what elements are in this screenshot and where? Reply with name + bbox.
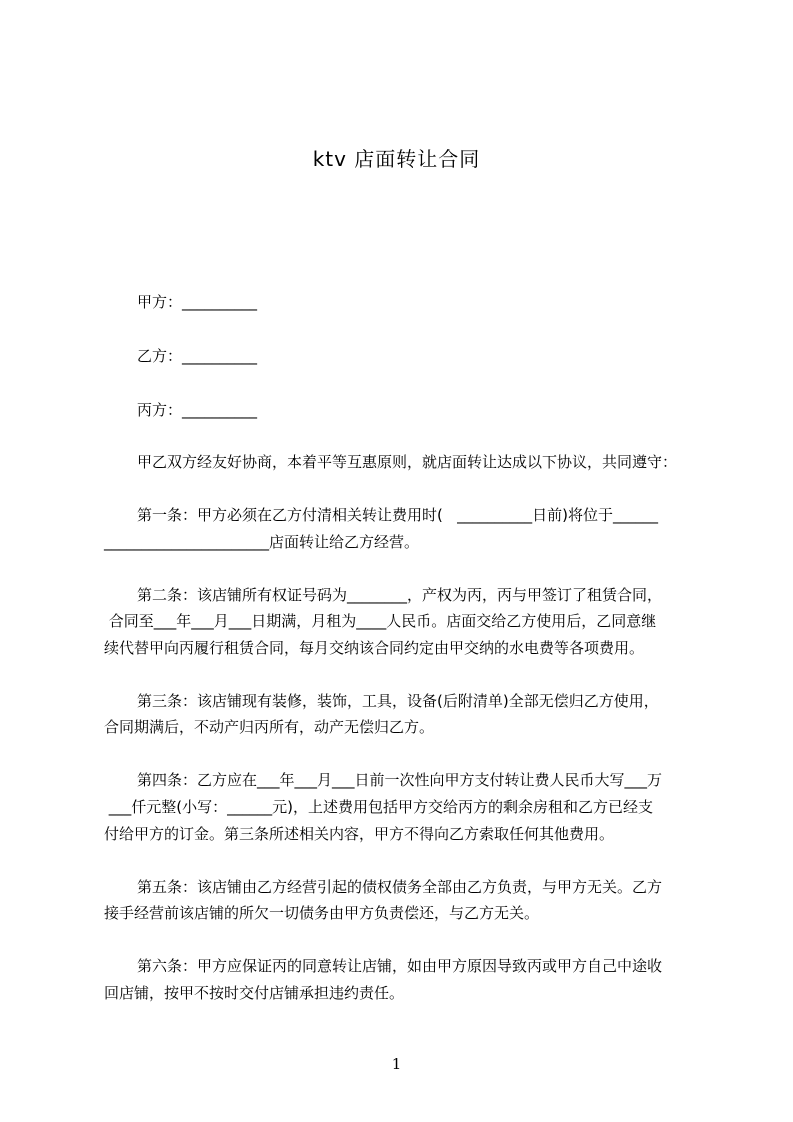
article-3-line-2: 合同期满后，不动产归丙所有，动产无偿归乙方。 [104, 718, 435, 736]
article-3-line-1: 第三条：该店铺现有装修，装饰，工具，设备(后附清单)全部无偿归乙方使用， [137, 692, 659, 710]
article-2-line-3: 续代替甲向丙履行租赁合同，每月交纳该合同约定由甲交纳的水电费等各项费用。 [104, 639, 645, 657]
page-number: 1 [391, 1055, 402, 1073]
article-4-line-3: 付给甲方的订金。第三条所述相关内容，甲方不得向乙方索取任何其他费用。 [104, 825, 615, 843]
party-a-line: 甲方：__________ [137, 293, 258, 311]
article-1-line-1: 第一条：甲方必须在乙方付清相关转让费用时( __________日前)将位于______ [137, 506, 659, 524]
article-4-line-1: 第四条：乙方应在___年___月___日前一次性向甲方支付转让费人民币大写___万 [137, 771, 663, 789]
intro-paragraph: 甲乙双方经友好协商，本着平等互惠原则，就店面转让达成以下协议，共同遵守： [137, 453, 678, 471]
article-5-line-2: 接手经营前该店铺的所欠一切债务由甲方负责偿还，与乙方无关。 [104, 904, 540, 922]
party-b-line: 乙方：__________ [137, 347, 258, 365]
article-1-line-2: ______________________店面转让给乙方经营。 [104, 533, 420, 551]
article-6-line-2: 回店铺，按甲不按时交付店铺承担违约责任。 [104, 984, 405, 1002]
article-2-line-1: 第二条：该店铺所有权证号码为________，产权为丙，丙与甲签订了租赁合同， [137, 586, 663, 604]
article-5-line-1: 第五条：该店铺由乙方经营引起的债权债务全部由乙方负责，与甲方无关。乙方 [137, 878, 663, 896]
party-c-line: 丙方：__________ [137, 401, 258, 419]
document-title: ktv 店面转让合同 [312, 147, 481, 171]
article-6-line-1: 第六条：甲方应保证丙的同意转让店铺，如由甲方原因导致丙或甲方自己中途收 [137, 957, 663, 975]
article-2-line-2: 合同至___年___月___日期满，月租为____人民币。店面交给乙方使用后，乙同意继 [104, 612, 657, 630]
article-4-line-2: ___仟元整(小写：______元)，上述费用包括甲方交给丙方的剩余房租和乙方已经支 [104, 798, 653, 816]
